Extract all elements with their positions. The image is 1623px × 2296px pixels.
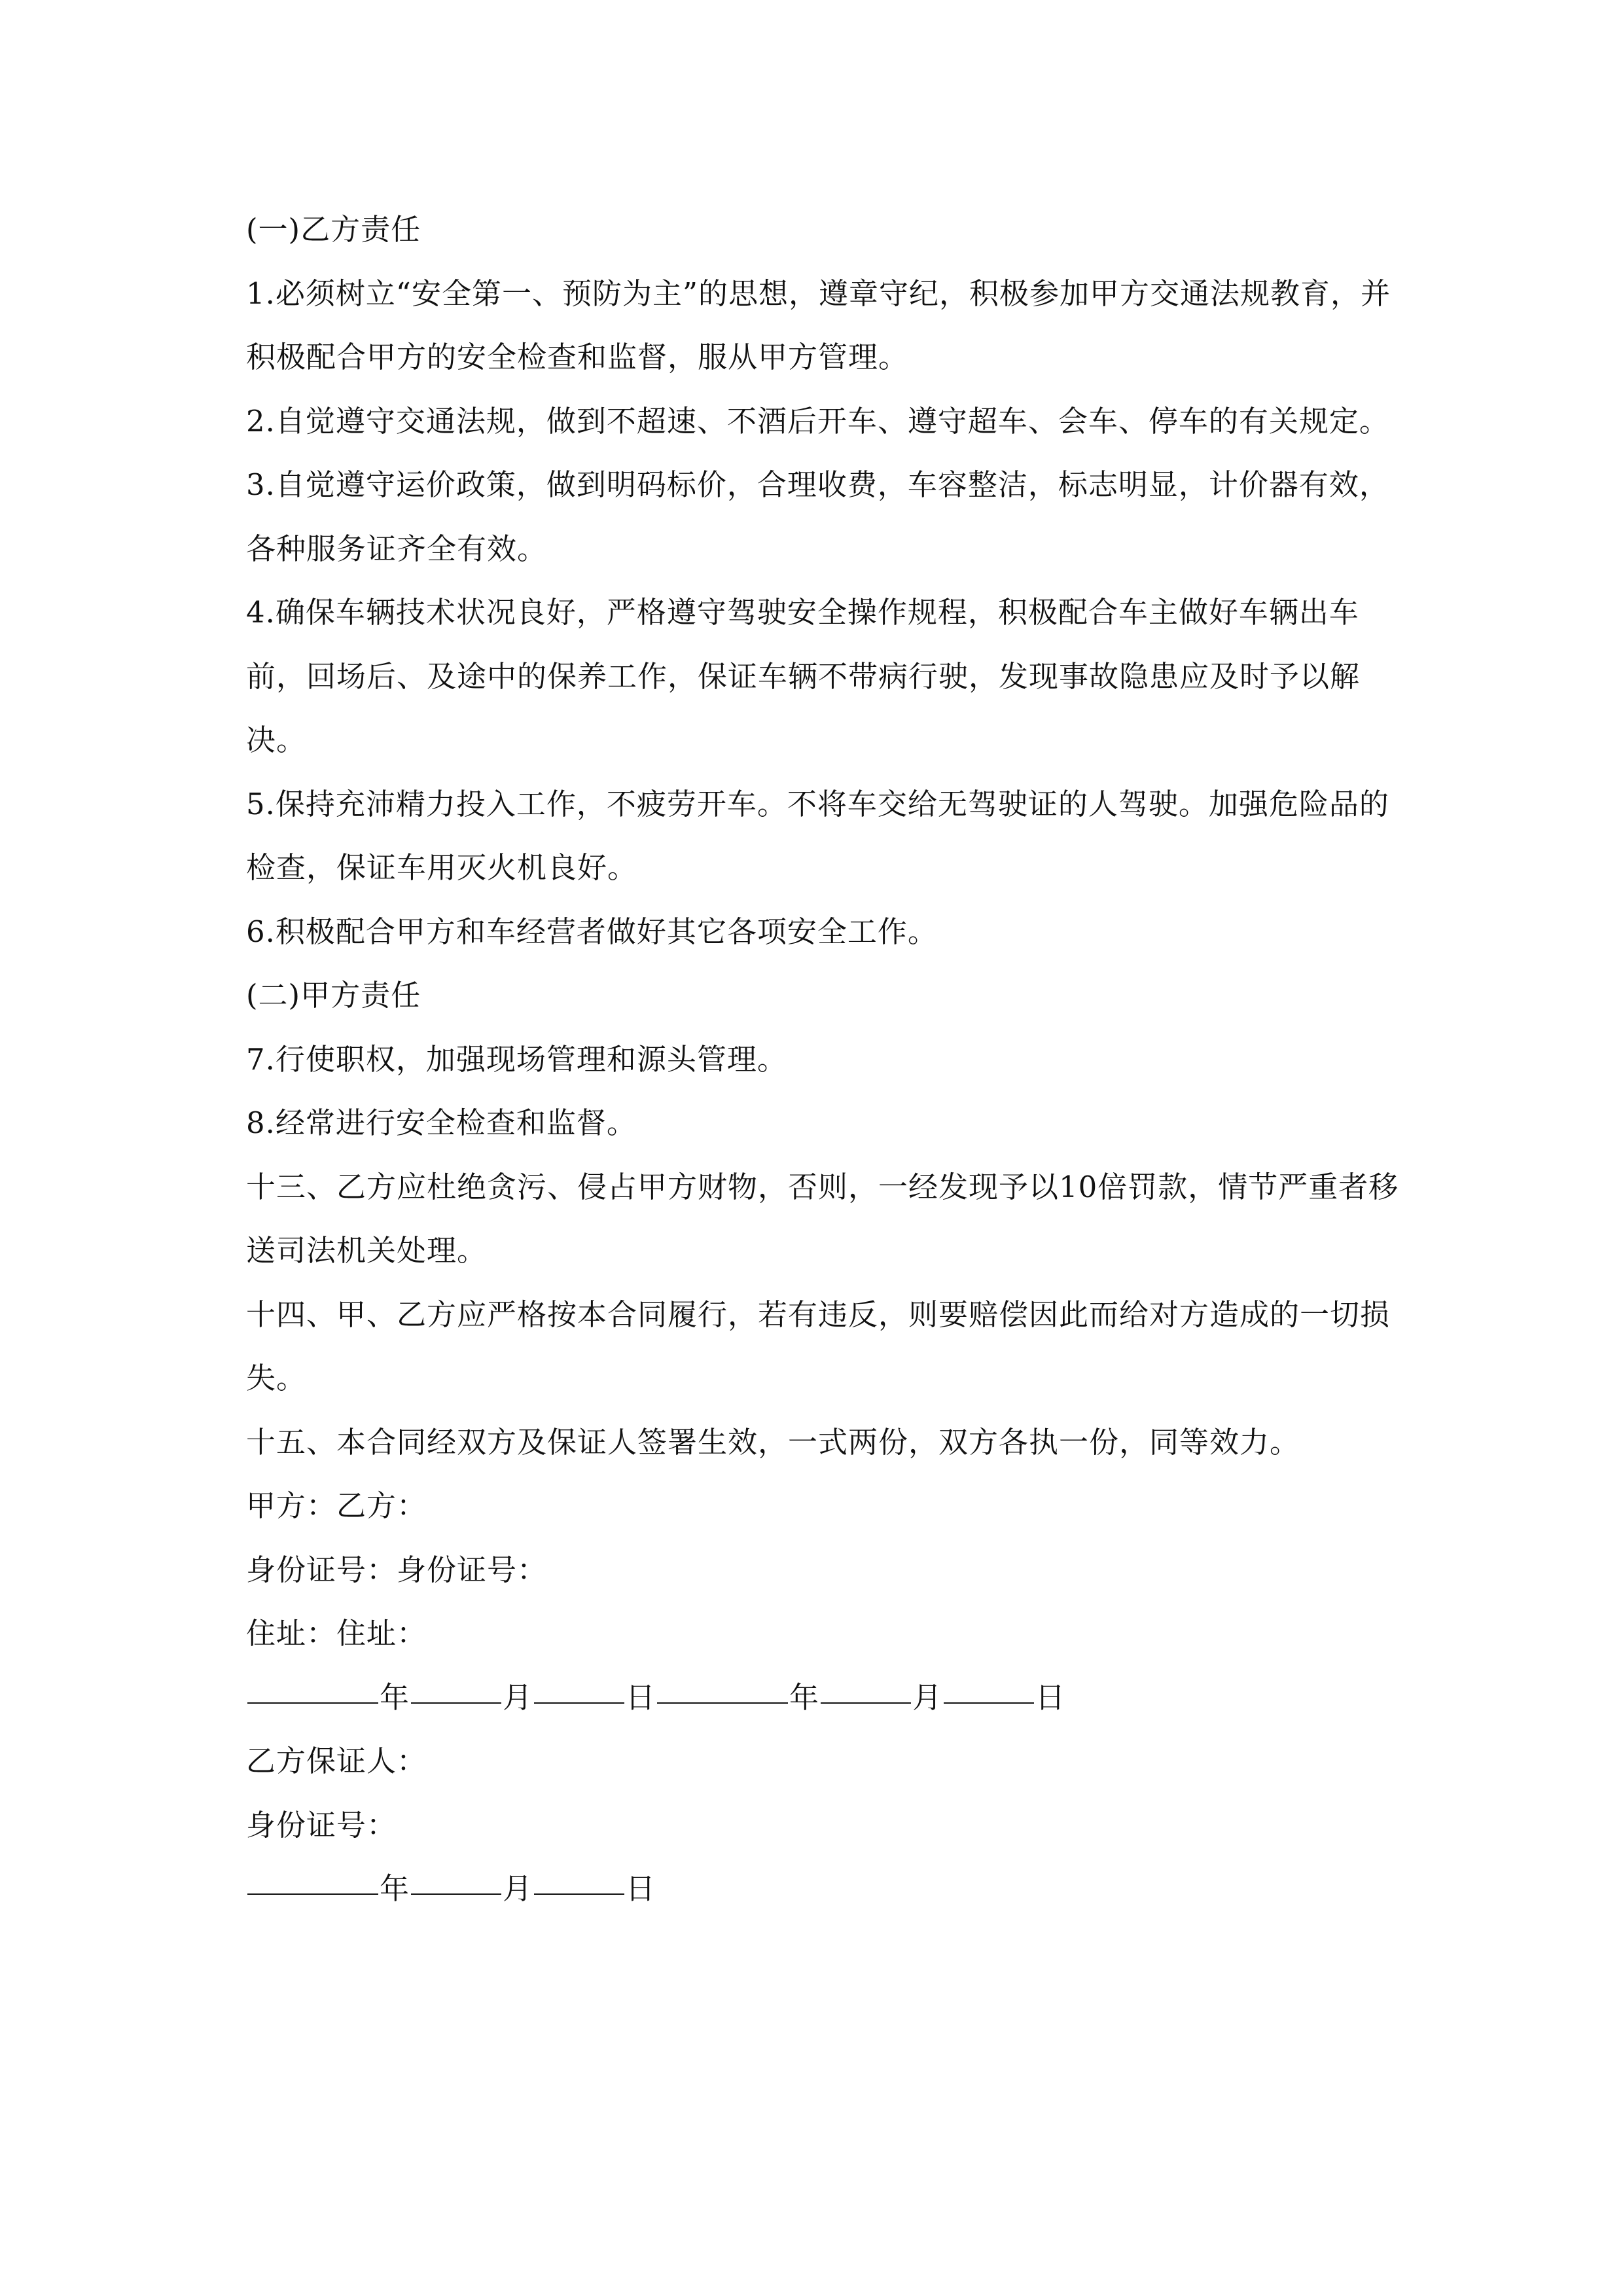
clause-13: 十三、乙方应杜绝贪污、侵占甲方财物，否则，一经发现予以10倍罚款，情节严重者移送司法机关处理。 bbox=[246, 1169, 1399, 1268]
year-blank bbox=[247, 1853, 378, 1895]
yi-item-2: 2.自觉遵守交通法规，做到不超速、不酒后开车、遵守超车、会车、停车的有关规定。 bbox=[246, 403, 1389, 439]
year-label: 年 bbox=[789, 1679, 820, 1715]
document-body bbox=[246, 198, 1418, 1921]
year-label: 年 bbox=[380, 1679, 410, 1715]
month-blank bbox=[411, 1853, 501, 1895]
month-blank bbox=[411, 1662, 501, 1704]
yi-item-5: 5.保持充沛精力投入工作，不疲劳开车。不将车交给无驾驶证的人驾驶。加强危险品的检查，保证车用灭火机良好。 bbox=[246, 786, 1389, 885]
section-heading-jia: (二)甲方责任 bbox=[246, 978, 421, 1013]
day-label: 日 bbox=[626, 1871, 656, 1906]
month-label: 月 bbox=[503, 1871, 533, 1906]
day-label: 日 bbox=[626, 1679, 656, 1715]
yi-item-6: 6.积极配合甲方和车经营者做好其它各项安全工作。 bbox=[246, 914, 938, 949]
signature-id-line: 身份证号：身份证号： bbox=[246, 1552, 548, 1587]
yi-item-4: 4.确保车辆技术状况良好，严格遵守驾驶安全操作规程，积极配合车主做好车辆出车前，回场后、及途中的保养工作，保证车辆不带病行驶，发现事故隐患应及时予以解决。 bbox=[246, 595, 1361, 757]
guarantor-id-line: 身份证号： bbox=[246, 1807, 397, 1842]
year-blank bbox=[247, 1662, 378, 1704]
clause-15: 十五、本合同经双方及保证人签署生效，一式两份，双方各执一份，同等效力。 bbox=[246, 1424, 1300, 1460]
month-blank bbox=[821, 1662, 911, 1704]
signature-address-line: 住址：住址： bbox=[246, 1616, 427, 1651]
yi-item-1: 1.必须树立“安全第一、预防为主”的思想，遵章守纪，积极参加甲方交通法规教育，并积极配合甲方的安全检查和监督，服从甲方管理。 bbox=[246, 276, 1391, 374]
month-label: 月 bbox=[912, 1679, 943, 1715]
day-label: 日 bbox=[1035, 1679, 1066, 1715]
year-blank bbox=[657, 1662, 788, 1704]
jia-item-7: 7.行使职权，加强现场管理和源头管理。 bbox=[246, 1041, 787, 1077]
year-label: 年 bbox=[380, 1871, 410, 1906]
guarantor-line: 乙方保证人： bbox=[246, 1744, 427, 1778]
month-label: 月 bbox=[503, 1679, 533, 1715]
guarantor-date-line bbox=[246, 1857, 1418, 1921]
clause-14: 十四、甲、乙方应严格按本合同履行，若有违反，则要赔偿因此而给对方造成的一切损失。 bbox=[246, 1297, 1391, 1395]
jia-item-8: 8.经常进行安全检查和监督。 bbox=[246, 1105, 637, 1140]
signature-parties-line: 甲方：乙方： bbox=[246, 1488, 427, 1523]
day-blank bbox=[534, 1662, 624, 1704]
section-heading-yi: (一)乙方责任 bbox=[246, 212, 421, 247]
signature-date-line bbox=[246, 1666, 1418, 1730]
day-blank bbox=[534, 1853, 624, 1895]
day-blank bbox=[944, 1662, 1034, 1704]
yi-item-3: 3.自觉遵守运价政策，做到明码标价，合理收费，车容整洁，标志明显，计价器有效，各种服务证齐全有效。 bbox=[246, 467, 1389, 566]
